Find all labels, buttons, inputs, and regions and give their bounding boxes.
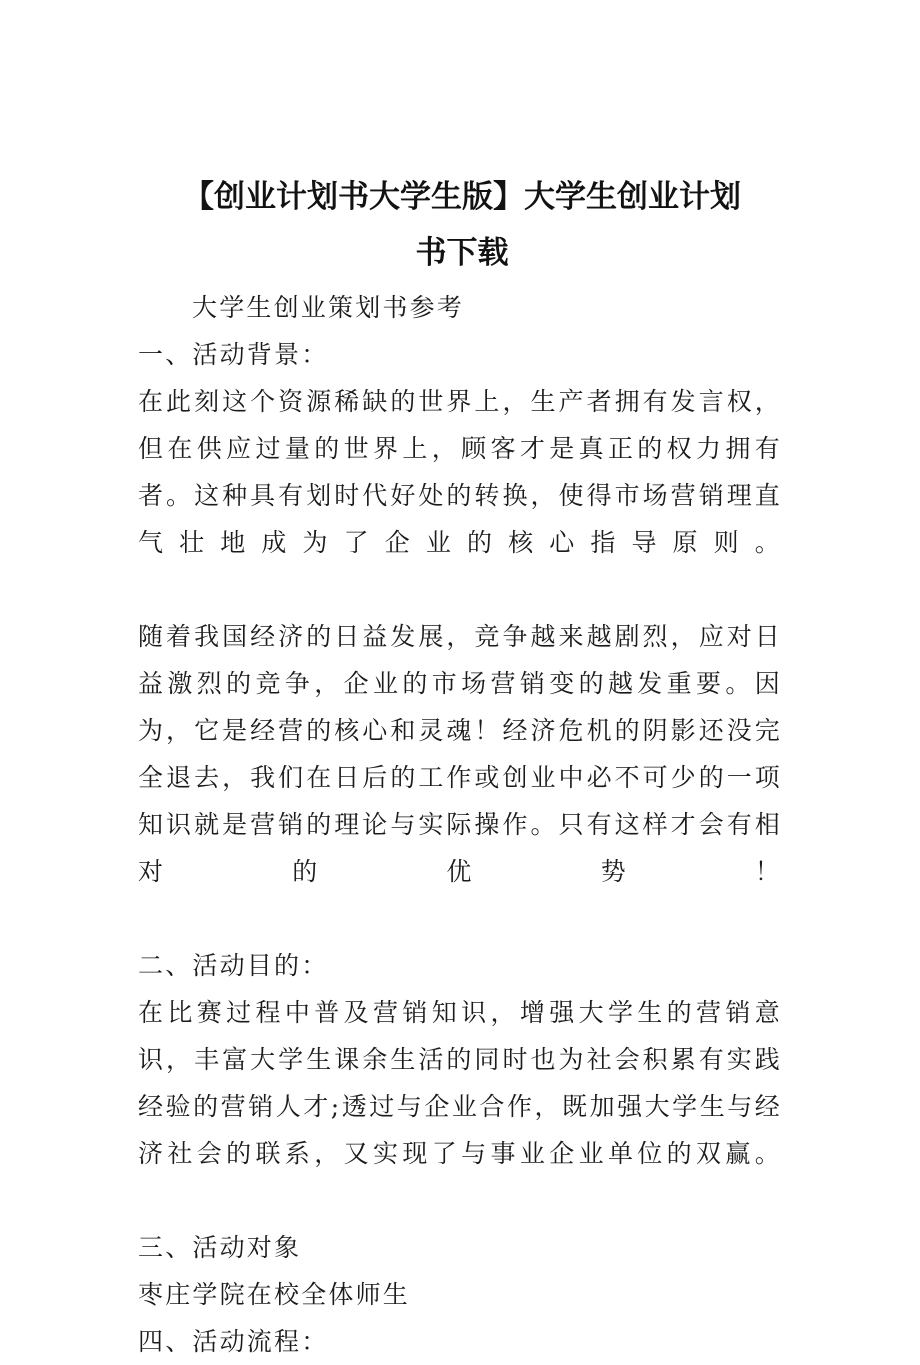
page-title-line-2: 书下载 (415, 234, 509, 271)
document-body (138, 284, 782, 1365)
page-title-line-1: 【创业计划书大学生版】大学生创业计划 (183, 178, 741, 215)
section-heading-2: 二、活动目的： (138, 951, 329, 980)
section-heading-1: 一、活动背景： (138, 340, 329, 369)
paragraph-body-3: 在比赛过程中普及营销知识，增强大学生的营销意识，丰富大学生课余生活的同时也为社会积累有实践经验的营销人才;透过与企业合作，既加强大学生与经济社会的联系，又实现了与事业企业单位的双赢。 (138, 998, 782, 1168)
page-title (160, 169, 764, 281)
section-heading-4: 四、活动流程： (138, 1327, 329, 1356)
section-heading-3: 三、活动对象 (138, 1233, 302, 1262)
paragraph-body-2: 随着我国经济的日益发展，竞争越来越剧烈，应对日益激烈的竞争，企业的市场营销变的越发重要。因为，它是经营的核心和灵魂！经济危机的阴影还没完全退去，我们在日后的工作或创业中必不可少的一项知识就是营销的理论与实际操作。只有这样才会有相对的优势！ (138, 622, 782, 886)
paragraph-body-4: 枣庄学院在校全体师生 (138, 1280, 411, 1309)
paragraph-subtitle: 大学生创业策划书参考 (192, 293, 465, 322)
paragraph-body-1: 在此刻这个资源稀缺的世界上，生产者拥有发言权，但在供应过量的世界上，顾客才是真正的权力拥有者。这种具有划时代好处的转换，使得市场营销理直气壮地成为了企业的核心指导原则。 (138, 387, 782, 557)
